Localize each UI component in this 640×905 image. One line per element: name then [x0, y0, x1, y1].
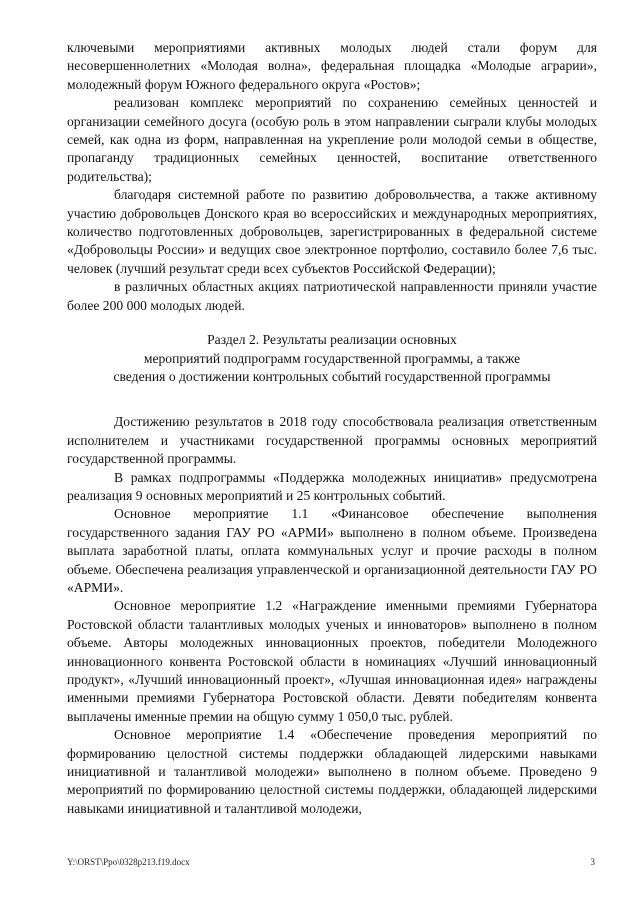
paragraph-forums: ключевыми мероприятиями активных молодых людей стали форум для несовершеннолетних «Молодая волна», федеральная площадка «Молодые аграрии», молодежный форум Южного федерального округа «Ростов»; [67, 40, 597, 92]
footer-file-path: Y:\ORST\Ppo\0328p213.f19.docx [67, 857, 190, 867]
section-title-line-2: мероприятий подпрограмм государственной программы, а также [143, 350, 521, 366]
paragraph-results-intro: Достижению результатов в 2018 году способствовала реализация ответственным исполнителем и участниками государственной программы основных мероприятий государственной программы. [67, 414, 597, 467]
section-title-line-3: сведения о достижении контрольных событий государственной программы [113, 368, 551, 384]
section-title-line-1: Раздел 2. Результаты реализации основных [207, 332, 457, 348]
footer-page-number: 3 [590, 857, 595, 867]
section-title [67, 331, 597, 386]
paragraph-family-values: реализован комплекс мероприятий по сохранению семейных ценностей и организации семейного досуга (особую роль в этом направлении сыграли клубы молодых семей, как одна из форм, направленная на укрепление роли молодой семьи в обществе, пропаганду традиционных семейных ценностей, воспитание ответственного родительства); [67, 95, 597, 184]
document-page [67, 39, 597, 818]
paragraph-measure-1-1: Основное мероприятие 1.1 «Финансовое обеспечение выполнения государственного задания ГАУ РО «АРМИ» выполнено в полном объеме. Произведена выплата заработной платы, оплата коммунальных услуг и прочие расходы в полном объеме. Обеспечена реализация управленческой и организационной деятельности ГАУ РО «АРМИ». [67, 506, 597, 595]
paragraph-patriotic-actions: в различных областных акциях патриотической направленности приняли участие более 200 000 молодых людей. [67, 279, 597, 313]
paragraph-measure-1-2: Основное мероприятие 1.2 «Награждение именными премиями Губернатора Ростовской области талантливых молодых ученых и инноваторов» выполнено в полном объеме. Авторы молодежных инновационных проектов, победители Молодежного инновационного конвента Ростовской области в номинациях «Лучший инновационный продукт», «Лучший инновационный проект», «Лучшая инновационная идея» награждены именными премиями Губернатора Ростовской области. Девяти победителям конвента выплачены именные премии на общую сумму 1 050,0 тыс. рублей. [67, 598, 597, 724]
paragraph-measure-1-4: Основное мероприятие 1.4 «Обеспечение проведения мероприятий по формированию целостной системы поддержки обладающей лидерскими навыками инициативной и талантливой молодежи» выполнено в полном объеме. Проведено 9 мероприятий по формированию целостной системы поддержки, обладающей лидерскими навыками инициативной и талантливой молодежи, [67, 727, 597, 816]
paragraph-volunteering: благодаря системной работе по развитию добровольчества, а также активному участию добровольцев Донского края во всероссийских и международных мероприятиях, количество подготовленных добровольцев, зарегистрированных в федеральной системе «Добровольцы России» и ведущих свое электронное портфолио, составило более 7,6 тыс. человек (лучший результат среди всех субъектов Российской Федерации); [67, 187, 597, 276]
paragraph-subprogram: В рамках подпрограммы «Поддержка молодежных инициатив» предусмотрена реализация 9 основных мероприятий и 25 контрольных событий. [67, 469, 597, 503]
